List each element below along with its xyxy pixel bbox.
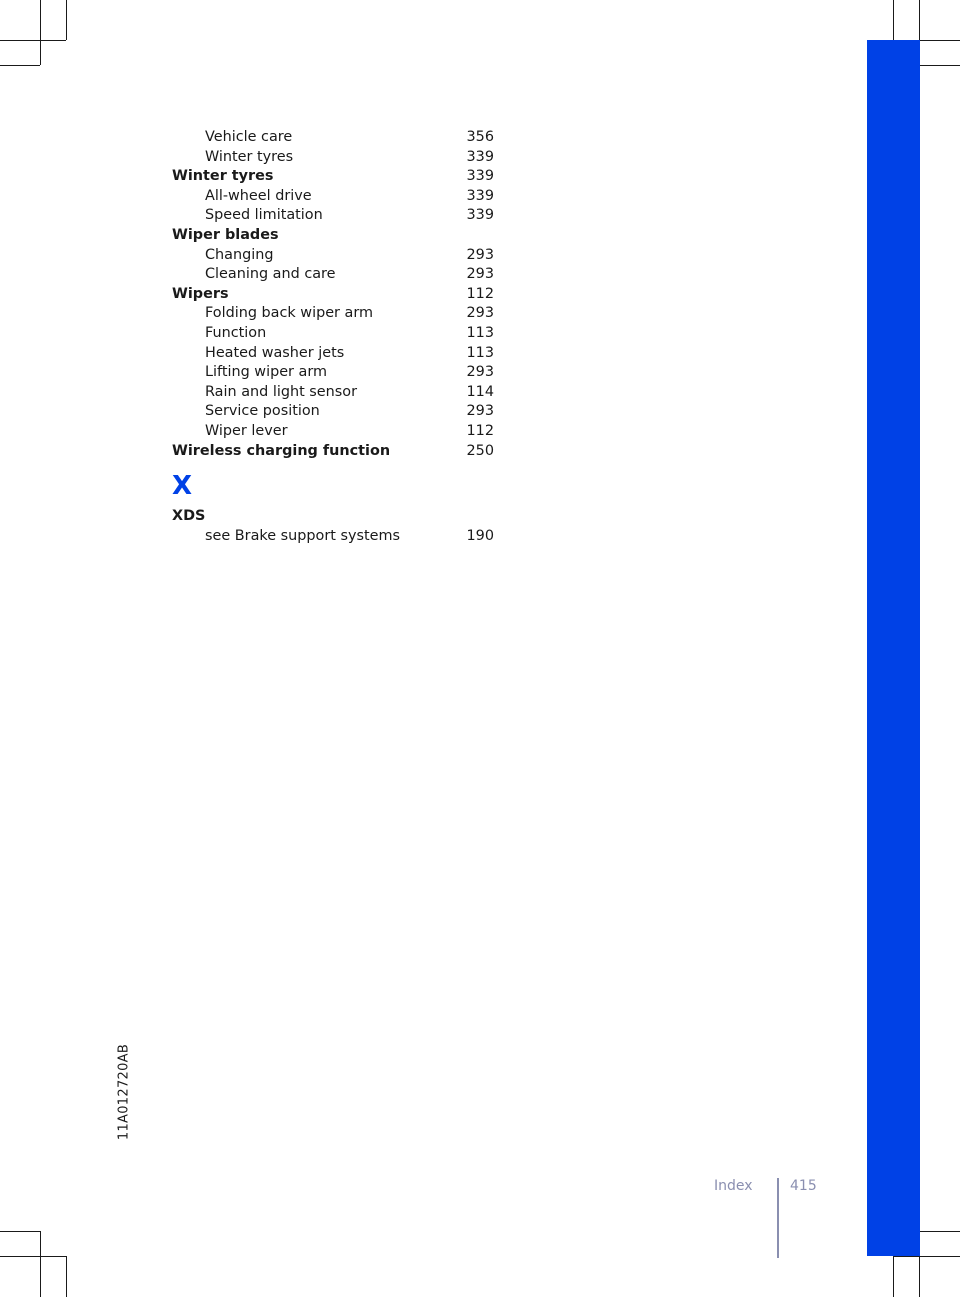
crop-mark xyxy=(40,0,41,65)
index-term: Lifting wiper arm xyxy=(205,364,328,381)
index-letter: X xyxy=(172,471,193,502)
index-entry xyxy=(172,442,494,462)
index-term: Wireless charging function xyxy=(172,442,391,459)
index-term: XDS xyxy=(172,508,206,525)
index-term: Folding back wiper arm xyxy=(205,305,374,322)
index-page-ref: 356 xyxy=(466,129,494,145)
crop-mark xyxy=(0,65,40,66)
crop-mark xyxy=(0,1256,66,1257)
index-subentry xyxy=(172,148,494,168)
index-page-ref: 112 xyxy=(466,285,494,302)
crop-mark xyxy=(893,1256,894,1297)
index-term: Changing xyxy=(205,246,274,263)
document-code: 11A012720AB xyxy=(116,1043,132,1141)
index-page-ref: 112 xyxy=(466,422,494,439)
index-term: Heated washer jets xyxy=(205,344,345,361)
index-page-ref: 250 xyxy=(466,442,494,459)
index-term: Cleaning and care xyxy=(205,266,336,283)
index-group-x xyxy=(172,507,494,546)
index-subentry xyxy=(172,324,494,344)
section-thumb-tab xyxy=(867,40,920,1256)
index-page-ref: 113 xyxy=(466,344,494,361)
index-page-ref: 339 xyxy=(466,168,494,185)
index-term: Service position xyxy=(205,403,320,420)
footer-page-number: 415 xyxy=(790,1178,817,1194)
index-page-ref: 293 xyxy=(466,403,494,420)
index-subentry xyxy=(172,128,494,148)
index-term: Wiper lever xyxy=(205,422,288,439)
index-subentry xyxy=(172,344,494,364)
index-page-ref: 293 xyxy=(466,266,494,283)
index-subentry xyxy=(172,527,494,547)
index-list xyxy=(172,128,494,546)
index-term: Vehicle care xyxy=(205,129,293,145)
crop-mark xyxy=(0,40,66,41)
index-subentry xyxy=(172,363,494,383)
index-letter-heading xyxy=(172,461,494,507)
index-page-ref: 114 xyxy=(466,383,494,400)
crop-mark xyxy=(66,0,67,40)
crop-mark xyxy=(919,65,960,66)
index-term: Winter tyres xyxy=(172,168,274,185)
index-subentry xyxy=(172,402,494,422)
index-page-ref: 190 xyxy=(466,527,494,544)
index-subentry xyxy=(172,265,494,285)
index-entry xyxy=(172,507,494,527)
index-subentry xyxy=(172,246,494,266)
index-term: All-wheel drive xyxy=(205,187,312,204)
index-page-ref: 339 xyxy=(466,187,494,204)
index-subentry xyxy=(172,422,494,442)
index-entry xyxy=(172,167,494,187)
index-term: Winter tyres xyxy=(205,148,294,165)
index-page-ref: 113 xyxy=(466,324,494,341)
index-term: Rain and light sensor xyxy=(205,383,358,400)
index-subentry xyxy=(172,187,494,207)
index-page-ref: 293 xyxy=(466,364,494,381)
index-page-ref: 339 xyxy=(466,207,494,224)
index-term: Wipers xyxy=(172,285,229,302)
index-entry xyxy=(172,285,494,305)
crop-mark xyxy=(0,1231,40,1232)
index-subentry xyxy=(172,304,494,324)
crop-mark xyxy=(66,1256,67,1297)
footer-section-label: Index xyxy=(714,1178,753,1194)
index-subentry xyxy=(172,383,494,403)
index-term: Speed limitation xyxy=(205,207,323,224)
index-page-ref: 293 xyxy=(466,305,494,322)
index-page-ref: 293 xyxy=(466,246,494,263)
index-page-ref: 339 xyxy=(466,148,494,165)
footer-divider xyxy=(777,1178,779,1258)
index-term: see Brake support systems xyxy=(205,527,400,544)
index-group-w xyxy=(172,128,494,461)
crop-mark xyxy=(893,1256,960,1257)
index-subentry xyxy=(172,206,494,226)
index-term: Function xyxy=(205,324,267,341)
crop-mark xyxy=(893,0,894,40)
crop-mark xyxy=(40,1231,41,1297)
crop-mark xyxy=(919,1231,960,1232)
index-term: Wiper blades xyxy=(172,226,279,243)
index-entry xyxy=(172,226,494,246)
